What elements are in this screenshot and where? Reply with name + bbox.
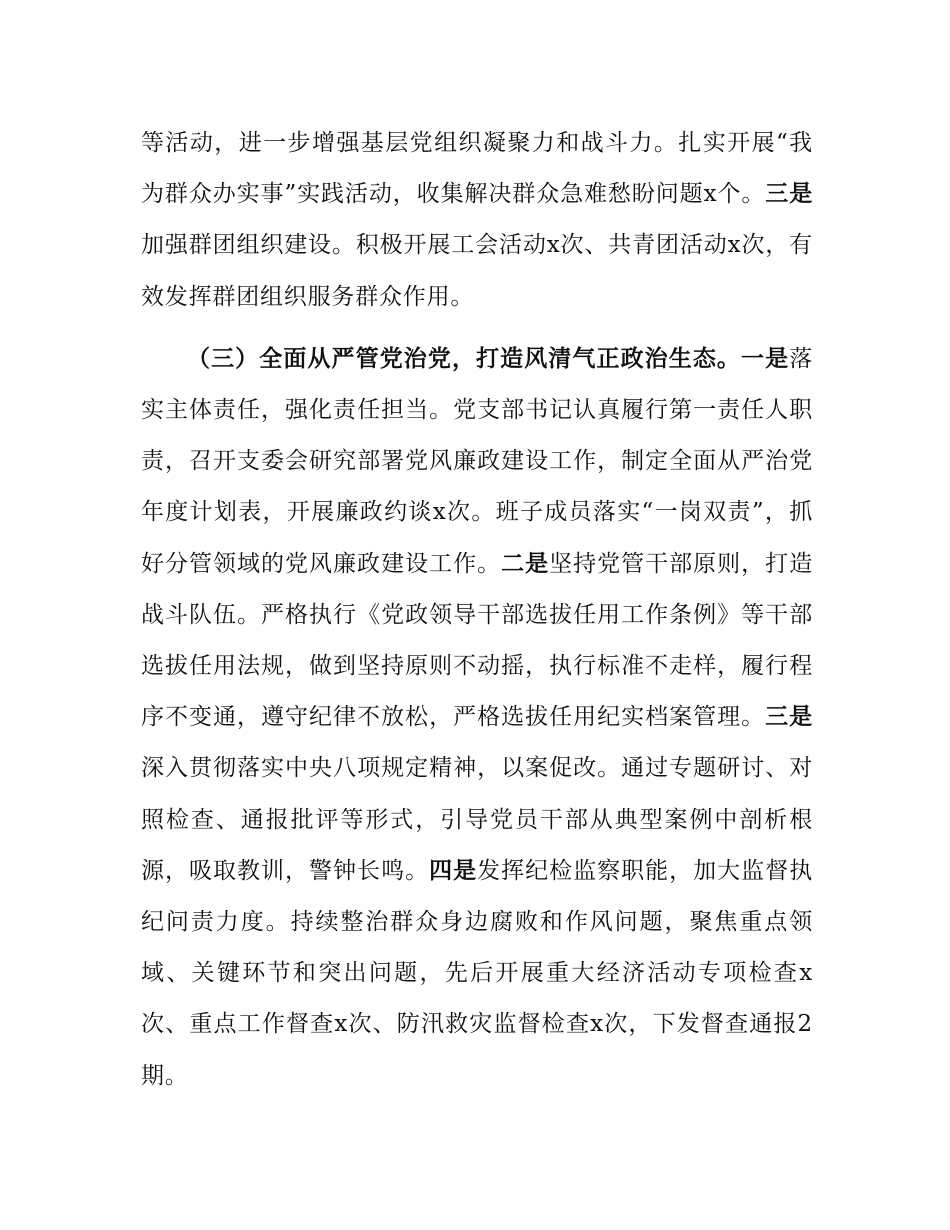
paragraph-text: 等活动，进一步增强基层党组织凝聚力和战斗力。扎实开展“我为群众办实事”实践活动，收集解决群众急难愁盼问题x个。 — [141, 130, 813, 208]
enumerator-bold: 二是 — [501, 550, 550, 577]
paragraph-text: 坚持党管干部原则，打造战斗队伍。严格执行《党政领导干部选拔任用工作条例》等干部选拔任用法规，做到坚持原则不动摇，执行标准不走样，履行程序不变通，遵守纪律不放松，严格选拔任用纪实档案管理。 — [141, 550, 813, 731]
document-page — [141, 118, 813, 1102]
paragraph-continuation — [141, 118, 813, 323]
enumerator-bold: 三是 — [765, 181, 813, 208]
paragraph-text: 加强群团组织建设。积极开展工会活动x次、共青团活动x次，有效发挥群团组织服务群众作用。 — [141, 232, 813, 310]
paragraph-text: 发挥纪检监察职能，加大监督执纪问责力度。持续整治群众身边腐败和作风问题，聚焦重点领域、关键环节和突出问题，先后开展重大经济活动专项检查x次、重点工作督查x次、防汛救灾监督检查x次，下发督查通报2期。 — [141, 857, 813, 1089]
paragraph-text: 落实主体责任，强化责任担当。党支部书记认真履行第一责任人职责，召开支委会研究部署党风廉政建设工作，制定全面从严治党年度计划表，开展廉政约谈x次。班子成员落实“一岗双责”，抓好分管领域的党风廉政建设工作。 — [141, 345, 813, 577]
paragraph-section-three — [141, 334, 813, 1102]
paragraph-text: 深入贯彻落实中央八项规定精神，以案促改。通过专题研讨、对照检查、通报批评等形式，引导党员干部从典型案例中剖析根源，吸取教训，警钟长鸣。 — [141, 755, 813, 884]
enumerator-bold: 三是 — [765, 704, 813, 731]
enumerator-bold: 四是 — [429, 857, 478, 884]
section-heading: （三）全面从严管党治党，打造风清气正政治生态。一是 — [187, 345, 790, 372]
